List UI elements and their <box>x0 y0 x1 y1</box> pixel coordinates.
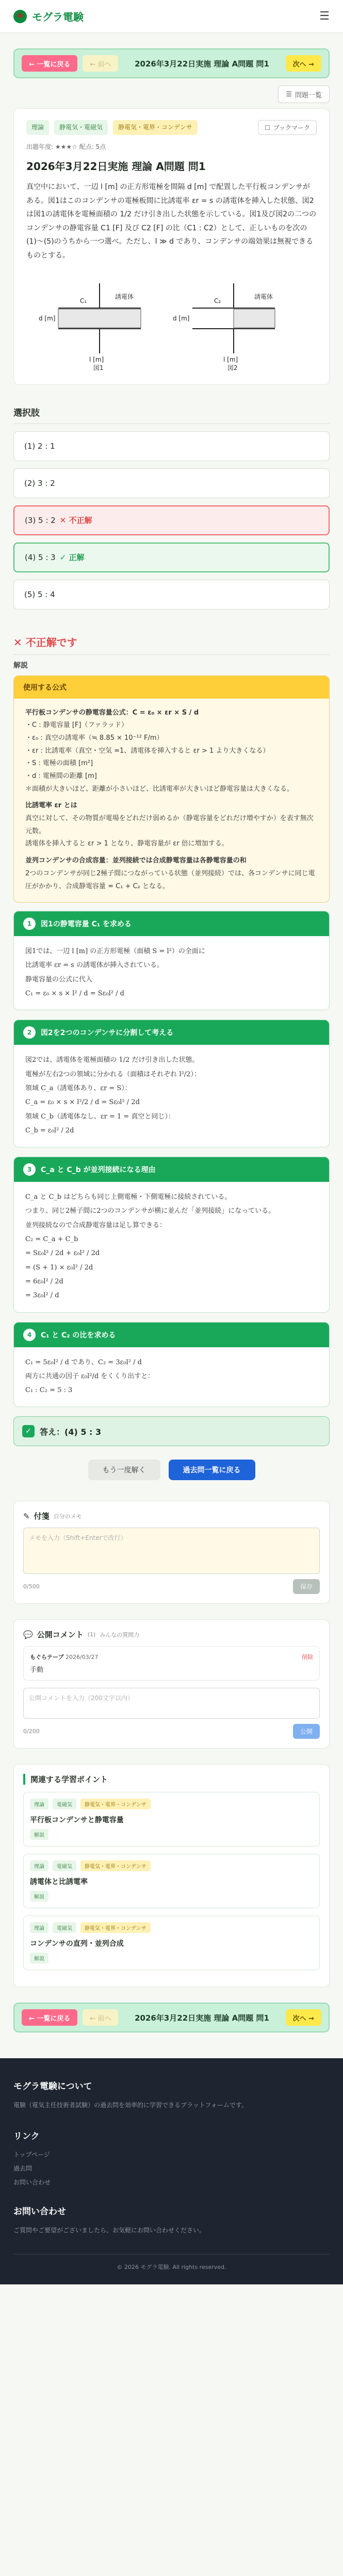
formula-line: 並列コンデンサの合成容量：並列接続では合成静電容量は各静電容量の和 <box>25 857 247 865</box>
formula-line: 真空に対して、その物質が電場をどれだけ弱めるか（静電容量をどれだけ増やすか）を表す無次元数。 <box>25 815 314 835</box>
step-title: C_a と C_b が並列接続になる理由 <box>41 1166 156 1175</box>
check-icon: ✓ <box>22 1425 35 1437</box>
comment-author: もぐらテープ <box>30 1654 64 1661</box>
step-line: C₁ = ε₀ × s × l² / d = Sε₀l² / d <box>25 990 124 998</box>
figure-label-c2: C₂ <box>214 297 221 304</box>
step-body <box>14 1347 329 1407</box>
nav-title: 2026年3月22日実施 理論 A問題 問1 <box>135 59 269 69</box>
next-button[interactable]: 次へ → <box>286 2009 321 2026</box>
tag: 理論 <box>30 1922 48 1933</box>
figure-label-l-1: l [m] <box>89 355 104 363</box>
figure-label-d-1: d [m] <box>38 314 55 322</box>
memo-footer <box>23 1579 320 1594</box>
explanation-step-2 <box>13 1020 330 1147</box>
figure-label-d-2: d [m] <box>172 314 189 322</box>
step-line: C₁ : C₂ = 5 : 3 <box>25 1386 73 1395</box>
step-line: C₂ = C_a + C_b <box>25 1235 78 1244</box>
step-head <box>14 911 329 936</box>
step-line: 静電容量の公式に代入 <box>25 975 93 984</box>
step-line: 領域 C_b（誘電体なし、εr = 1 = 真空と同じ）： <box>25 1112 175 1121</box>
question-nav <box>13 48 330 78</box>
option-text: (2) 3 : 2 <box>24 478 55 488</box>
question-nav-bottom <box>13 2003 330 2032</box>
formula-line: ・ε₀ : 真空の誘電率（≒ 8.85 × 10⁻¹² F/m） <box>25 734 164 742</box>
step-line: 図2では、誘電体を電極面積の 1/2 だけ引き出した状態。 <box>25 1056 199 1064</box>
figure-caption-1: 図1 <box>93 364 104 371</box>
step-line: = 3ε₀l² / d <box>25 1292 59 1300</box>
related-item[interactable] <box>23 1854 320 1908</box>
comment-char-count: 0/200 <box>23 1728 40 1735</box>
action-buttons <box>13 1460 330 1480</box>
tag: 静電気・電界・コンデンサ <box>80 1799 151 1809</box>
comment-delete-button[interactable]: 削除 <box>302 1654 313 1661</box>
step-body <box>14 936 329 1010</box>
tag: 静電気・電界・コンデンサ <box>80 1860 151 1871</box>
comment-item <box>23 1646 320 1681</box>
option-3[interactable] <box>13 505 330 535</box>
formula-line: 平行板コンデンサの静電容量公式：C = ε₀ × εr × S / d <box>25 708 199 717</box>
step-line: C_a = ε₀ × s × l²/2 / d = Sε₀l² / 2d <box>25 1098 140 1107</box>
step-line: = (S + 1) × ε₀l² / 2d <box>25 1263 93 1272</box>
step-line: C₁ = 5ε₀l² / d であり、C₂ = 3ε₀l² / d <box>25 1358 142 1366</box>
bookmark-icon: ☐ <box>265 124 270 131</box>
tag: 電磁気 <box>53 1860 76 1871</box>
footer-link[interactable]: トップページ <box>13 2151 50 2159</box>
formula-line: ・S : 電極の面積 [m²] <box>25 759 93 768</box>
related-section <box>13 1764 330 1987</box>
footer-about-heading: モグラ電験について <box>13 2081 92 2092</box>
explanation-heading: 解説 <box>13 654 330 670</box>
figure-label-dielectric-2: 誘電体 <box>254 293 273 300</box>
tag: 理論 <box>30 1860 48 1871</box>
question-tags <box>26 120 317 135</box>
comment-footer <box>23 1724 320 1739</box>
footer-contact-heading: お問い合わせ <box>13 2207 66 2217</box>
memo-title: 付箋 <box>34 1512 50 1521</box>
related-item[interactable] <box>23 1792 320 1846</box>
memo-subtitle: 自分のメモ <box>53 1513 82 1520</box>
formula-line: ・C : 静電容量 [F]（ファラッド） <box>25 721 128 730</box>
related-tags <box>30 1860 313 1871</box>
related-tags <box>30 1799 313 1809</box>
explanation-step-4 <box>13 1322 330 1408</box>
nav-title: 2026年3月22日実施 理論 A問題 問1 <box>135 2013 269 2023</box>
footer-contact-text: ご質問やご要望がございましたら、お気軽にお問い合わせください。 <box>13 2227 206 2234</box>
next-button[interactable]: 次へ → <box>286 55 321 72</box>
option-2[interactable] <box>13 468 330 498</box>
bookmark-button[interactable] <box>258 120 317 135</box>
comments-count: (1) <box>87 1631 96 1638</box>
formula-line: 誘電体を挿入すると εr > 1 となり、静電容量が εr 倍に増加する。 <box>25 840 228 848</box>
bookmark-label: ブックマーク <box>273 124 310 131</box>
option-text: (3) 5 : 2 <box>25 515 56 525</box>
related-badge: 解説 <box>30 1953 48 1963</box>
step-number: 3 <box>23 1163 36 1176</box>
comments-link[interactable]: みんなの質問力 <box>100 1631 140 1638</box>
formula-box-head: 使用する公式 <box>14 676 329 699</box>
back-to-list-bottom-button[interactable]: 過去問一覧に戻る <box>169 1460 255 1480</box>
related-title: 誘電体と比誘電率 <box>30 1878 88 1887</box>
comment-head <box>30 1653 313 1661</box>
question-meta: 出題年度: ★★★☆ 配点: 5点 <box>26 143 106 150</box>
footer-links <box>13 2150 330 2187</box>
comment-icon: 💬 <box>23 1630 33 1639</box>
comment-date: 2026/03/27 <box>65 1654 99 1661</box>
list-icon: ☰ <box>286 90 292 98</box>
comment-post-button[interactable]: 公開 <box>293 1724 320 1739</box>
memo-head <box>23 1511 320 1521</box>
hamburger-menu-icon[interactable]: ☰ <box>319 10 330 23</box>
step-body <box>14 1045 329 1147</box>
figure-label-c1: C₁ <box>79 297 87 304</box>
option-4[interactable] <box>13 543 330 572</box>
option-text: (5) 5 : 4 <box>24 589 55 599</box>
step-head <box>14 1157 329 1182</box>
back-to-list-button[interactable]: ← 一覧に戻る <box>22 55 77 72</box>
prev-button[interactable]: ← 前へ <box>83 55 118 72</box>
memo-save-button[interactable]: 保存 <box>293 1579 320 1594</box>
step-line: 並列接続なので合成静電容量は足し算できる： <box>25 1221 167 1229</box>
question-figure <box>26 273 317 371</box>
footer-link[interactable]: お問い合わせ <box>13 2179 51 2187</box>
answer-text: 答え：(4) 5 : 3 <box>40 1427 102 1437</box>
step-head <box>14 1323 329 1347</box>
step-number: 4 <box>23 1329 36 1341</box>
tag: 電磁気 <box>53 1799 76 1809</box>
step-line: 電極が左右2つの領域に分かれる（面積はそれぞれ l²/2）： <box>25 1070 201 1078</box>
figure-label-l-2: l [m] <box>223 355 238 363</box>
retry-button[interactable]: もう一度解く <box>88 1460 160 1480</box>
capacitor-figure <box>38 273 306 371</box>
tag[interactable]: 静電気・電界・コンデンサ <box>113 120 198 135</box>
figure-caption-2: 図2 <box>227 364 238 371</box>
formula-line: 比誘電率 εr とは <box>25 802 77 810</box>
explanation-step-3 <box>13 1157 330 1312</box>
site-footer <box>0 2058 343 2284</box>
formula-box-body <box>14 699 329 903</box>
footer-about-text: 電験（電気主任技術者試験）の過去問を効率的に学習できるプラットフォームです。 <box>13 2102 248 2109</box>
tag: 電磁気 <box>53 1922 76 1933</box>
option-text: (1) 2 : 1 <box>24 441 55 451</box>
related-item[interactable] <box>23 1916 320 1970</box>
option-text: (4) 5 : 3 <box>25 552 56 562</box>
step-title: 図2を2つのコンデンサに分割して考える <box>41 1029 174 1038</box>
step-line: = Sε₀l² / 2d + ε₀l² / 2d <box>25 1249 100 1258</box>
formula-line: ＊面積が大きいほど、距離が小さいほど、比誘電率が大きいほど静電容量は大きくなる。 <box>25 785 294 793</box>
step-body <box>14 1182 329 1312</box>
question-list-label: 問題一覧 <box>295 91 322 99</box>
option-1[interactable] <box>13 431 330 461</box>
footer-links-heading: リンク <box>13 2131 40 2142</box>
explanation-step-1 <box>13 911 330 1010</box>
tag[interactable]: 理論 <box>26 120 49 135</box>
formula-line: ・d : 電極間の距離 [m] <box>25 772 97 780</box>
related-title: 平行板コンデンサと静電容量 <box>30 1816 124 1825</box>
comments-section <box>13 1619 330 1749</box>
question-text: 真空中において、一辺 l [m] の正方形電極を間隔 d [m] で配置した平行板コンデンサがある。図1はこのコンデンサの電極板間に比誘電率 εr = s の誘電体を挿入した状態、図2は図1の誘電体を電極面積の 1/2 だけ引き出した状態を示している。図1及び図2の二つのコンデンサの静電容量 C1 [F] 及び C2 [F] の比（C1 : C2）として、正しいものを次の(1)〜(5)のうちから一つ選べ。ただし、l ≫ d であり、コンデンサの端効果は無視できるものとする。 <box>26 183 317 260</box>
comments-head <box>23 1629 320 1640</box>
copyright: © 2026 モグラ電験. All rights reserved. <box>13 2254 330 2271</box>
step-line: = 6ε₀l² / 2d <box>25 1277 63 1285</box>
result-status: ✕ 不正解です <box>13 636 77 649</box>
report-row <box>13 86 330 103</box>
related-heading: 関連する学習ポイント <box>23 1774 320 1785</box>
logo[interactable] <box>13 9 84 24</box>
comment-body: 手動 <box>30 1666 44 1674</box>
tag: 静電気・電界・コンデンサ <box>80 1922 151 1933</box>
step-number: 1 <box>23 918 36 930</box>
option-mark: ✓ 正解 <box>59 553 85 563</box>
step-title: C₁ と C₂ の比を求める <box>41 1331 116 1340</box>
options-heading: 選択肢 <box>13 405 330 424</box>
tag: 理論 <box>30 1799 48 1809</box>
step-line: 比誘電率 εr = s の誘電体が挿入されている。 <box>25 961 164 970</box>
prev-button[interactable]: ← 前へ <box>83 2009 118 2026</box>
related-badge: 解説 <box>30 1891 48 1902</box>
related-tags <box>30 1922 313 1933</box>
comments-title: 公開コメント <box>37 1630 84 1640</box>
formula-line: ・εr : 比誘電率（真空・空気 =1、誘電体を挿入すると εr > 1 より大きくなる） <box>25 747 270 755</box>
step-number: 2 <box>23 1026 36 1039</box>
formula-line: 2つのコンデンサが同じ2極子間につながっている状態（並列接続）では、各コンデンサに同じ電圧がかかり、合成静電容量 = C₁ + C₂ となる。 <box>25 869 315 890</box>
question-card <box>13 108 330 385</box>
footer-link[interactable]: 過去問 <box>13 2165 32 2173</box>
step-line: 領域 C_a（誘電体あり、εr = S）： <box>25 1084 132 1092</box>
tag[interactable]: 静電気・電磁気 <box>54 120 108 135</box>
step-line: つまり、同じ2極子間に2つのコンデンサが横に並んだ「並列接続」になっている。 <box>25 1207 275 1215</box>
step-line: C_a と C_b はどちらも同じ上側電極・下側電極に接続されている。 <box>25 1193 232 1201</box>
option-mark: ✕ 不正解 <box>59 516 92 526</box>
option-5[interactable] <box>13 580 330 609</box>
step-head <box>14 1020 329 1045</box>
step-line: 図1では、一辺 l [m] の正方形電極（面積 S = l²）の全面に <box>25 947 205 956</box>
note-icon: ✎ <box>23 1511 30 1521</box>
memo-textarea[interactable]: メモを入力（Shift+Enterで改行） <box>23 1528 320 1574</box>
memo-char-count: 0/500 <box>23 1583 40 1590</box>
comment-input[interactable]: 公開コメントを入力（200文字以内） <box>23 1688 320 1719</box>
back-to-list-button[interactable]: ← 一覧に戻る <box>22 2009 77 2026</box>
logo-text: モグラ電験 <box>32 11 84 23</box>
figure-label-dielectric-1: 誘電体 <box>115 293 134 300</box>
mole-logo-icon <box>13 10 27 23</box>
formula-box <box>13 675 330 903</box>
step-line: C_b = ε₀l² / 2d <box>25 1126 74 1134</box>
memo-section <box>13 1501 330 1604</box>
question-list-button[interactable] <box>278 86 330 103</box>
related-badge: 解説 <box>30 1829 48 1840</box>
answer-box <box>13 1416 330 1446</box>
step-title: 図1の静電容量 C₁ を求める <box>41 920 132 929</box>
step-line: 両方に共通の因子 ε₀l²/d をくくり出すと： <box>25 1372 155 1380</box>
question-title: 2026年3月22日実施 理論 A問題 問1 <box>26 160 206 173</box>
related-title: コンデンサの直列・並列合成 <box>30 1940 124 1948</box>
site-header <box>0 0 343 33</box>
